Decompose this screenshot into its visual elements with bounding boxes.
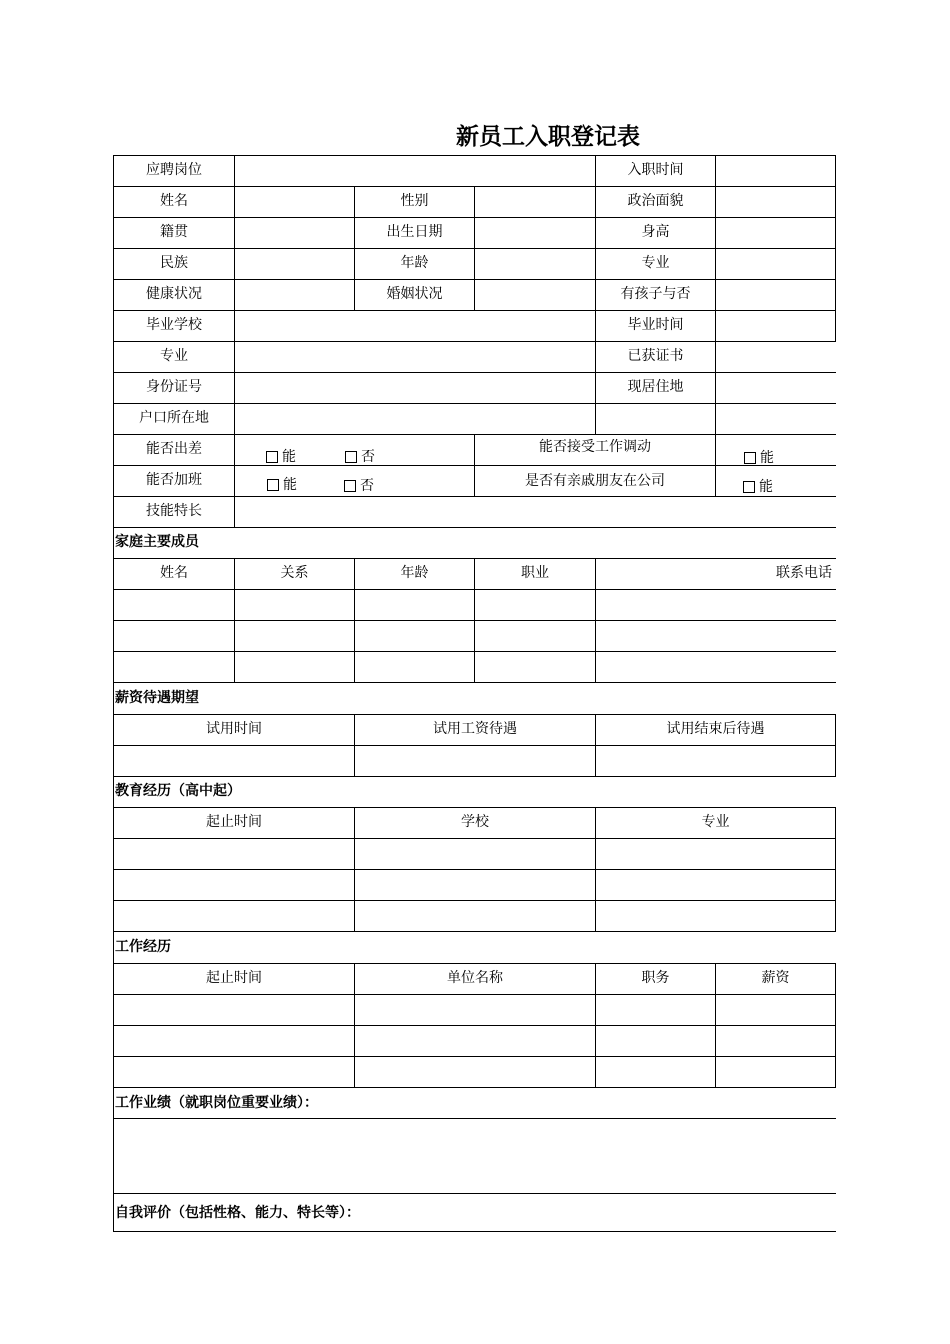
- grid-line: [113, 994, 836, 995]
- grid-line: [113, 1231, 836, 1232]
- label-hukou: 户口所在地: [139, 410, 209, 426]
- label-grad-date: 毕业时间: [627, 317, 684, 333]
- label-health: 健康状况: [146, 286, 202, 302]
- label-travel: 能否出差: [146, 441, 202, 457]
- relatives-yes-option[interactable]: 能: [743, 478, 773, 496]
- label-ethnic: 民族: [160, 255, 188, 271]
- family-header-age: 年龄: [400, 565, 429, 581]
- travel-yes-option[interactable]: 能: [266, 448, 296, 466]
- edu-header-major: 专业: [701, 814, 730, 830]
- transfer-yes-option[interactable]: 能: [744, 449, 774, 467]
- label-id: 身份证号: [146, 379, 202, 395]
- work-header-company: 单位名称: [447, 970, 503, 986]
- grid-line: [835, 155, 836, 341]
- checkbox[interactable]: [266, 451, 278, 463]
- edu-header-period: 起止时间: [206, 814, 262, 830]
- label-hire-date: 入职时间: [627, 162, 684, 178]
- label-marital: 婚姻状况: [386, 286, 443, 302]
- label-birth: 出生日期: [386, 224, 443, 240]
- grid-line: [474, 186, 475, 310]
- work-header-title: 职务: [641, 970, 670, 986]
- checkbox[interactable]: [345, 451, 357, 463]
- section-heading-family: 家庭主要成员: [115, 534, 199, 550]
- salary-header-trial-period: 试用时间: [206, 721, 262, 737]
- page-title: 新员工入职登记表: [456, 124, 640, 150]
- work-header-period: 起止时间: [206, 970, 262, 986]
- grid-line: [835, 807, 836, 931]
- work-header-salary: 薪资: [761, 970, 790, 986]
- label-children: 有孩子与否: [620, 286, 691, 302]
- grid-line: [113, 745, 836, 746]
- family-header-phone: 联系电话: [776, 565, 832, 581]
- travel-no-option[interactable]: 否: [345, 448, 375, 466]
- label-gender: 性别: [400, 193, 429, 209]
- grid-line: [835, 963, 836, 1087]
- label-certs: 已获证书: [627, 348, 684, 364]
- label-overtime: 能否加班: [146, 472, 202, 488]
- salary-header-trial-pay: 试用工资待遇: [433, 721, 517, 737]
- grid-line: [715, 155, 716, 434]
- checkbox[interactable]: [744, 452, 756, 464]
- section-heading-achievements: 工作业绩（就职岗位重要业绩）：: [115, 1095, 318, 1111]
- label-height: 身高: [641, 224, 670, 240]
- label-transfer: 能否接受工作调动: [539, 439, 651, 455]
- section-heading-self-eval: 自我评价（包括性格、能力、特长等）：: [115, 1205, 360, 1221]
- grid-line: [113, 1193, 836, 1194]
- label-major: 专业: [641, 255, 670, 271]
- section-heading-education: 教育经历（高中起）: [115, 783, 241, 799]
- family-header-relation: 关系: [280, 565, 309, 581]
- grid-line: [835, 714, 836, 776]
- label-position: 应聘岗位: [146, 162, 202, 178]
- salary-header-post-trial: 试用结束后待遇: [666, 721, 765, 737]
- family-header-occupation: 职业: [521, 565, 549, 581]
- checkbox[interactable]: [743, 481, 755, 493]
- grid-line: [113, 931, 836, 932]
- label-age: 年龄: [400, 255, 429, 271]
- checkbox[interactable]: [344, 480, 356, 492]
- grid-line: [113, 527, 836, 528]
- label-major-2: 专业: [160, 348, 188, 364]
- overtime-no-option[interactable]: 否: [344, 477, 374, 495]
- grid-line: [113, 900, 836, 901]
- checkbox[interactable]: [267, 479, 279, 491]
- overtime-yes-option[interactable]: 能: [267, 476, 297, 494]
- label-native: 籍贯: [160, 224, 188, 240]
- grid-line: [234, 155, 235, 528]
- label-school: 毕业学校: [146, 317, 202, 333]
- grid-line: [113, 869, 836, 870]
- grid-line: [113, 682, 836, 683]
- family-header-name: 姓名: [160, 565, 188, 581]
- grid-line: [113, 1025, 836, 1026]
- edu-header-school: 学校: [461, 814, 489, 830]
- grid-line: [715, 434, 716, 496]
- label-political: 政治面貌: [627, 193, 684, 209]
- label-name: 姓名: [160, 193, 188, 209]
- label-skills: 技能特长: [146, 503, 202, 519]
- grid-line: [113, 838, 836, 839]
- section-heading-work: 工作经历: [115, 939, 171, 955]
- label-relatives: 是否有亲戚朋友在公司: [525, 473, 665, 489]
- label-address: 现居住地: [627, 379, 684, 395]
- grid-line: [113, 1056, 836, 1057]
- section-heading-salary: 薪资待遇期望: [115, 690, 199, 706]
